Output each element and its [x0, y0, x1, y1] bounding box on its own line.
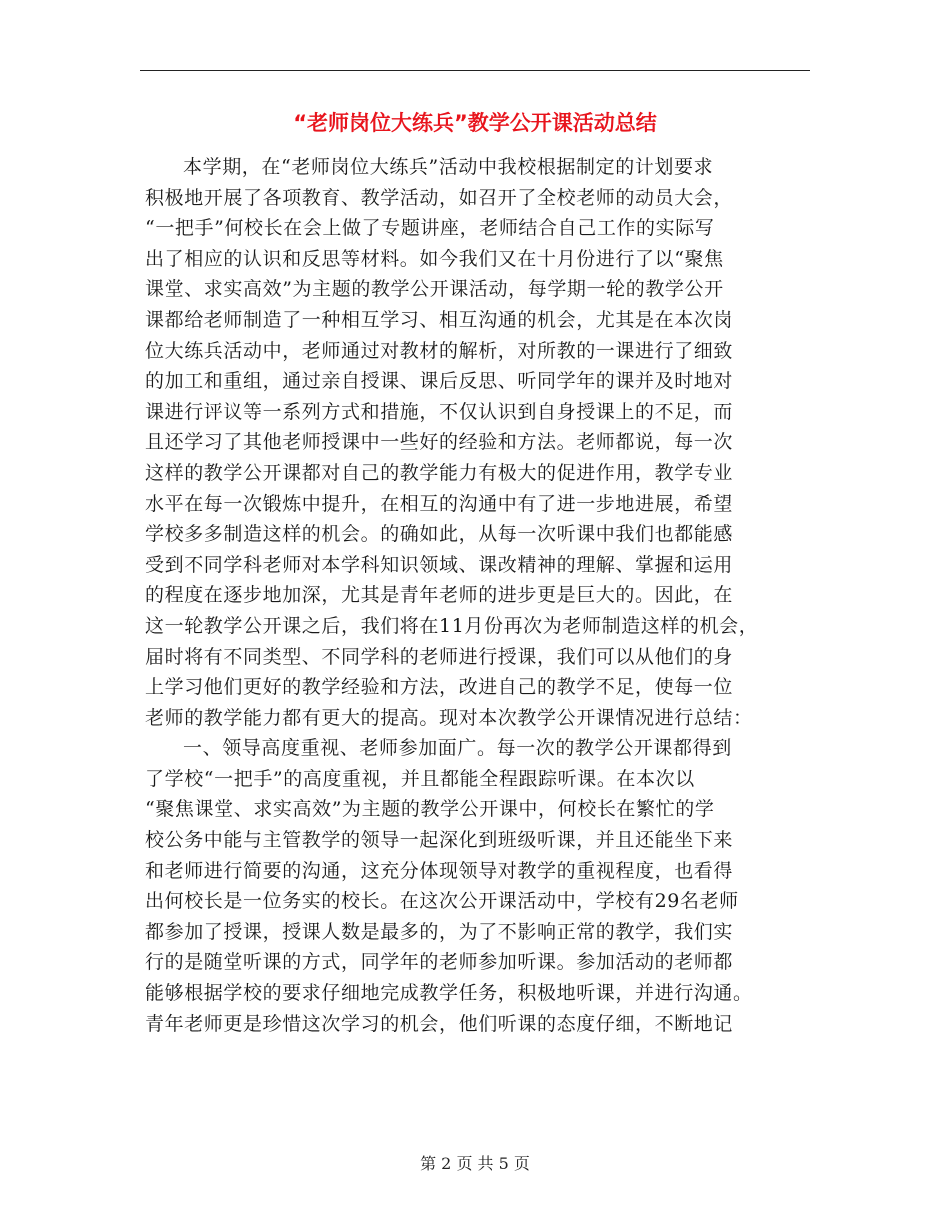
paragraph-line: 水平在每一次锻炼中提升，在相互的沟通中有了进一步地进展，希望 [145, 492, 734, 515]
document-title: “老师岗位大练兵”教学公开课活动总结 [293, 111, 657, 135]
paragraph-line: 课堂、求实高效”为主题的教学公开课活动，每学期一轮的教学公开 [145, 278, 724, 301]
paragraph-line: 一、领导高度重视、老师参加面广。每一次的教学公开课都得到 [183, 737, 732, 760]
paragraph-line: 位大练兵活动中，老师通过对教材的解析，对所教的一课进行了细致 [145, 339, 734, 362]
paragraph-line: 且还学习了其他老师授课中一些好的经验和方法。老师都说，每一次 [145, 431, 734, 454]
paragraph-line: 受到不同学科老师对本学科知识领域、课改精神的理解、掌握和运用 [145, 553, 734, 576]
paragraph-line: 了学校“一把手”的高度重视，并且都能全程跟踪听课。在本次以 [145, 767, 695, 790]
header-rule [140, 70, 810, 71]
document-body [145, 152, 813, 1039]
paragraph-line: 校公务中能与主管教学的领导一起深化到班级听课，并且还能坐下来 [145, 829, 734, 852]
paragraph-line: “一把手”何校长在会上做了专题讲座，老师结合自己工作的实际写 [145, 217, 715, 240]
paragraph-line: 积极地开展了各项教育、教学活动，如召开了全校老师的动员大会， [145, 186, 734, 209]
paragraph-line: 老师的教学能力都有更大的提高。现对本次教学公开课情况进行总结： [145, 706, 753, 729]
paragraph-line: 这一轮教学公开课之后，我们将在11月份再次为老师制造这样的机会， [145, 614, 759, 637]
page-number-footer: 第 2 页 共 5 页 [420, 1154, 530, 1173]
paragraph-line: 学校多多制造这样的机会。的确如此，从每一次听课中我们也都能感 [145, 523, 734, 546]
paragraph-line: 出了相应的认识和反思等材料。如今我们又在十月份进行了以“聚焦 [145, 247, 724, 270]
paragraph-line: 这样的教学公开课都对自己的教学能力有极大的促进作用，教学专业 [145, 461, 734, 484]
paragraph-line: 届时将有不同类型、不同学科的老师进行授课，我们可以从他们的身 [145, 645, 734, 668]
paragraph-line: 课进行评议等一系列方式和措施，不仅认识到自身授课上的不足，而 [145, 400, 734, 423]
paragraph-line: 青年老师更是珍惜这次学习的机会，他们听课的态度仔细，不断地记 [145, 1012, 734, 1035]
paragraph-line: “聚焦课堂、求实高效”为主题的教学公开课中，何校长在繁忙的学 [145, 798, 715, 821]
paragraph-line: 的程度在逐步地加深，尤其是青年老师的进步更是巨大的。因此，在 [145, 584, 734, 607]
paragraph-line: 都参加了授课，授课人数是最多的，为了不影响正常的教学，我们实 [145, 920, 734, 943]
paragraph-line: 上学习他们更好的教学经验和方法，改进自己的教学不足，使每一位 [145, 676, 734, 699]
paragraph-line: 课都给老师制造了一种相互学习、相互沟通的机会，尤其是在本次岗 [145, 308, 734, 331]
paragraph-line: 行的是随堂听课的方式，同学年的老师参加听课。参加活动的老师都 [145, 951, 734, 974]
paragraph-line: 能够根据学校的要求仔细地完成教学任务，积极地听课，并进行沟通。 [145, 982, 753, 1005]
paragraph-line: 出何校长是一位务实的校长。在这次公开课活动中，学校有29名老师 [145, 890, 739, 913]
paragraph-line: 本学期，在“老师岗位大练兵”活动中我校根据制定的计划要求 [183, 156, 714, 178]
paragraph-line: 和老师进行简要的沟通，这充分体现领导对教学的重视程度，也看得 [145, 859, 734, 882]
paragraph-line: 的加工和重组，通过亲自授课、课后反思、听同学年的课并及时地对 [145, 370, 734, 393]
